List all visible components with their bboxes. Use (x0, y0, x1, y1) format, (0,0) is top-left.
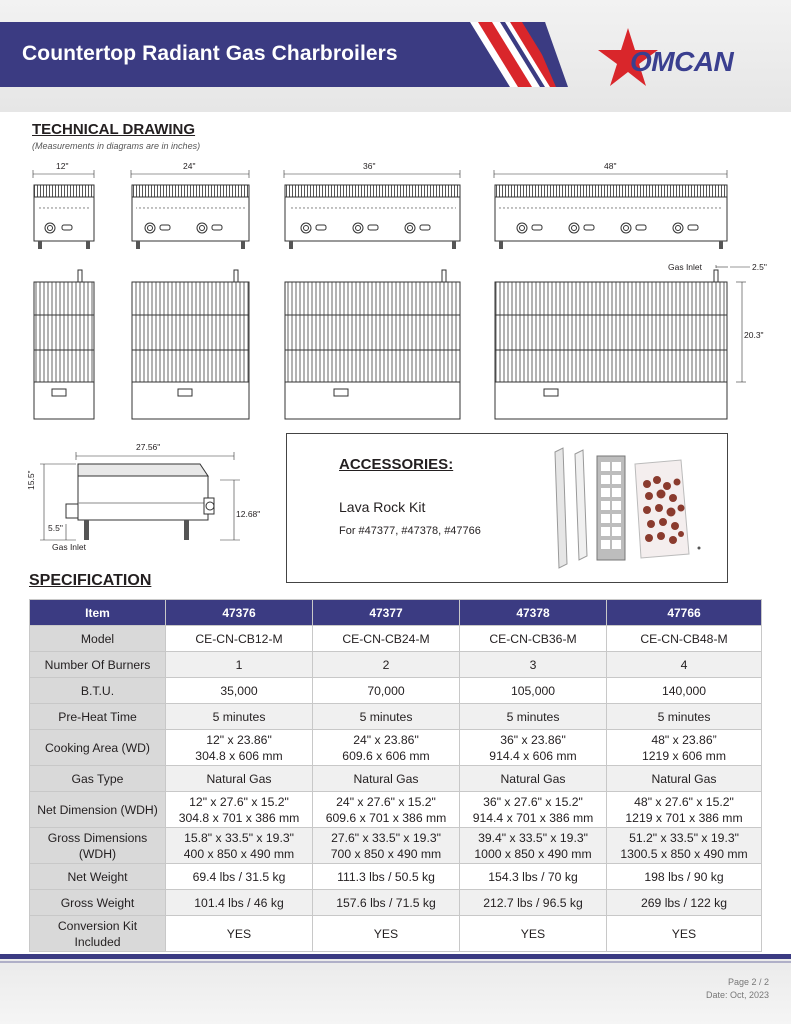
table-row (30, 792, 762, 828)
column-header: 47766 (607, 600, 762, 626)
row-label: Model (30, 626, 166, 652)
table-row (30, 916, 762, 952)
technical-drawing-title: TECHNICAL DRAWING (32, 121, 196, 138)
table-cell: 48" x 27.6" x 15.2" 1219 x 701 x 386 mm (607, 792, 762, 828)
table-cell: 15.8" x 33.5" x 19.3" 400 x 850 x 490 mm (166, 828, 313, 864)
table-cell: CE-CN-CB48-M (607, 626, 762, 652)
table-cell: 48" x 23.86” 1219 x 606 mm (607, 730, 762, 766)
front-view-36 (285, 185, 460, 249)
table-cell: 24" x 23.86" 609.6 x 606 mm (313, 730, 460, 766)
table-cell: CE-CN-CB24-M (313, 626, 460, 652)
front-view-drawings (30, 158, 770, 268)
table-cell: 27.6" x 33.5" x 19.3" 700 x 850 x 490 mm (313, 828, 460, 864)
table-cell: 140,000 (607, 678, 762, 704)
lava-rock-kit-image (549, 444, 709, 574)
row-label: Gross Weight (30, 890, 166, 916)
gas-inlet-label: Gas Inlet (668, 262, 703, 272)
table-row (30, 652, 762, 678)
column-header: 47378 (460, 600, 607, 626)
table-cell: 35,000 (166, 678, 313, 704)
page-number: Page 2 / 2 (727, 977, 769, 987)
table-cell: Natural Gas (607, 766, 762, 792)
table-cell: Natural Gas (166, 766, 313, 792)
row-label: Number Of Burners (30, 652, 166, 678)
table-row (30, 678, 762, 704)
table-cell: 12" x 23.86" 304.8 x 606 mm (166, 730, 313, 766)
table-cell: 12" x 27.6" x 15.2" 304.8 x 701 x 386 mm (166, 792, 313, 828)
accessory-compatible-models: For #47377, #47378, #47766 (339, 525, 481, 537)
width-label-48: 48" (604, 161, 617, 171)
accessory-item-name: Lava Rock Kit (339, 499, 426, 515)
table-cell: 39.4" x 33.5" x 19.3" 1000 x 850 x 490 mm (460, 828, 607, 864)
row-label: Net Weight (30, 864, 166, 890)
accessories-title: ACCESSORIES: (339, 456, 454, 473)
side-view-drawing (30, 448, 270, 548)
table-row (30, 704, 762, 730)
specification-table (29, 599, 762, 952)
table-cell: CE-CN-CB12-M (166, 626, 313, 652)
row-label: Gas Type (30, 766, 166, 792)
column-header: Item (30, 600, 166, 626)
table-header-row (30, 600, 762, 626)
table-cell: 4 (607, 652, 762, 678)
table-row (30, 730, 762, 766)
table-cell: 2 (313, 652, 460, 678)
table-cell: 36" x 23.86" 914.4 x 606 mm (460, 730, 607, 766)
table-cell: YES (166, 916, 313, 952)
side-inner-height-label: 12.68" (236, 509, 261, 519)
table-cell: CE-CN-CB36-M (460, 626, 607, 652)
width-label-36: 36" (363, 161, 376, 171)
width-label-24: 24" (183, 161, 196, 171)
top-view-12 (34, 270, 94, 419)
front-view-48 (495, 185, 727, 249)
footer-rule (0, 954, 791, 959)
table-cell: 1 (166, 652, 313, 678)
side-height-label: 15.5" (26, 470, 36, 490)
specification-title: SPECIFICATION (29, 572, 152, 589)
side-inlet-height-label: 5.5" (48, 523, 63, 533)
top-view-36 (285, 270, 460, 419)
width-label-12: 12" (56, 161, 69, 171)
page-title: Countertop Radiant Gas Charbroilers (22, 42, 398, 65)
table-cell: 36" x 27.6" x 15.2" 914.4 x 701 x 386 mm (460, 792, 607, 828)
table-row (30, 828, 762, 864)
table-cell: 105,000 (460, 678, 607, 704)
front-view-12 (34, 185, 94, 249)
row-label: Gross Dimensions (WDH) (30, 828, 166, 864)
table-row (30, 626, 762, 652)
inlet-offset-label: 2.5" (752, 262, 767, 272)
top-view-24 (132, 270, 249, 419)
table-cell: 69.4 lbs / 31.5 kg (166, 864, 313, 890)
table-cell: Natural Gas (313, 766, 460, 792)
table-cell: 212.7 lbs / 96.5 kg (460, 890, 607, 916)
table-cell: 101.4 lbs / 46 kg (166, 890, 313, 916)
accessories-box (286, 433, 728, 583)
table-cell: Natural Gas (460, 766, 607, 792)
table-cell: 157.6 lbs / 71.5 kg (313, 890, 460, 916)
row-label: Conversion Kit Included (30, 916, 166, 952)
document-date: Date: Oct, 2023 (705, 990, 769, 1000)
table-cell: YES (313, 916, 460, 952)
table-cell: 198 lbs / 90 kg (607, 864, 762, 890)
row-label: Cooking Area (WD) (30, 730, 166, 766)
table-cell: 154.3 lbs / 70 kg (460, 864, 607, 890)
table-row (30, 890, 762, 916)
table-cell: 5 minutes (313, 704, 460, 730)
table-cell: 111.3 lbs / 50.5 kg (313, 864, 460, 890)
side-gas-inlet-label: Gas Inlet (52, 542, 87, 552)
table-cell: 24" x 27.6" x 15.2" 609.6 x 701 x 386 mm (313, 792, 460, 828)
table-row (30, 766, 762, 792)
table-cell: 3 (460, 652, 607, 678)
brand-logo-text: OMCAN (630, 46, 734, 77)
table-cell: YES (607, 916, 762, 952)
depth-label: 20.3" (744, 330, 764, 340)
table-cell: YES (460, 916, 607, 952)
column-header: 47376 (166, 600, 313, 626)
side-depth-label: 27.56" (136, 442, 161, 452)
technical-drawing-subtitle: (Measurements in diagrams are in inches) (32, 141, 201, 151)
column-header: 47377 (313, 600, 460, 626)
footer-band (0, 954, 791, 1024)
row-label: Net Dimension (WDH) (30, 792, 166, 828)
table-cell: 51.2" x 33.5" x 19.3" 1300.5 x 850 x 490 mm (607, 828, 762, 864)
footer-rule-secondary (0, 961, 791, 963)
table-cell: 5 minutes (460, 704, 607, 730)
front-view-24 (132, 185, 249, 249)
top-view-48 (495, 270, 727, 419)
row-label: B.T.U. (30, 678, 166, 704)
row-label: Pre-Heat Time (30, 704, 166, 730)
table-cell: 269 lbs / 122 kg (607, 890, 762, 916)
top-view-drawings (30, 265, 775, 425)
table-cell: 5 minutes (607, 704, 762, 730)
table-cell: 70,000 (313, 678, 460, 704)
table-cell: 5 minutes (166, 704, 313, 730)
table-row (30, 864, 762, 890)
